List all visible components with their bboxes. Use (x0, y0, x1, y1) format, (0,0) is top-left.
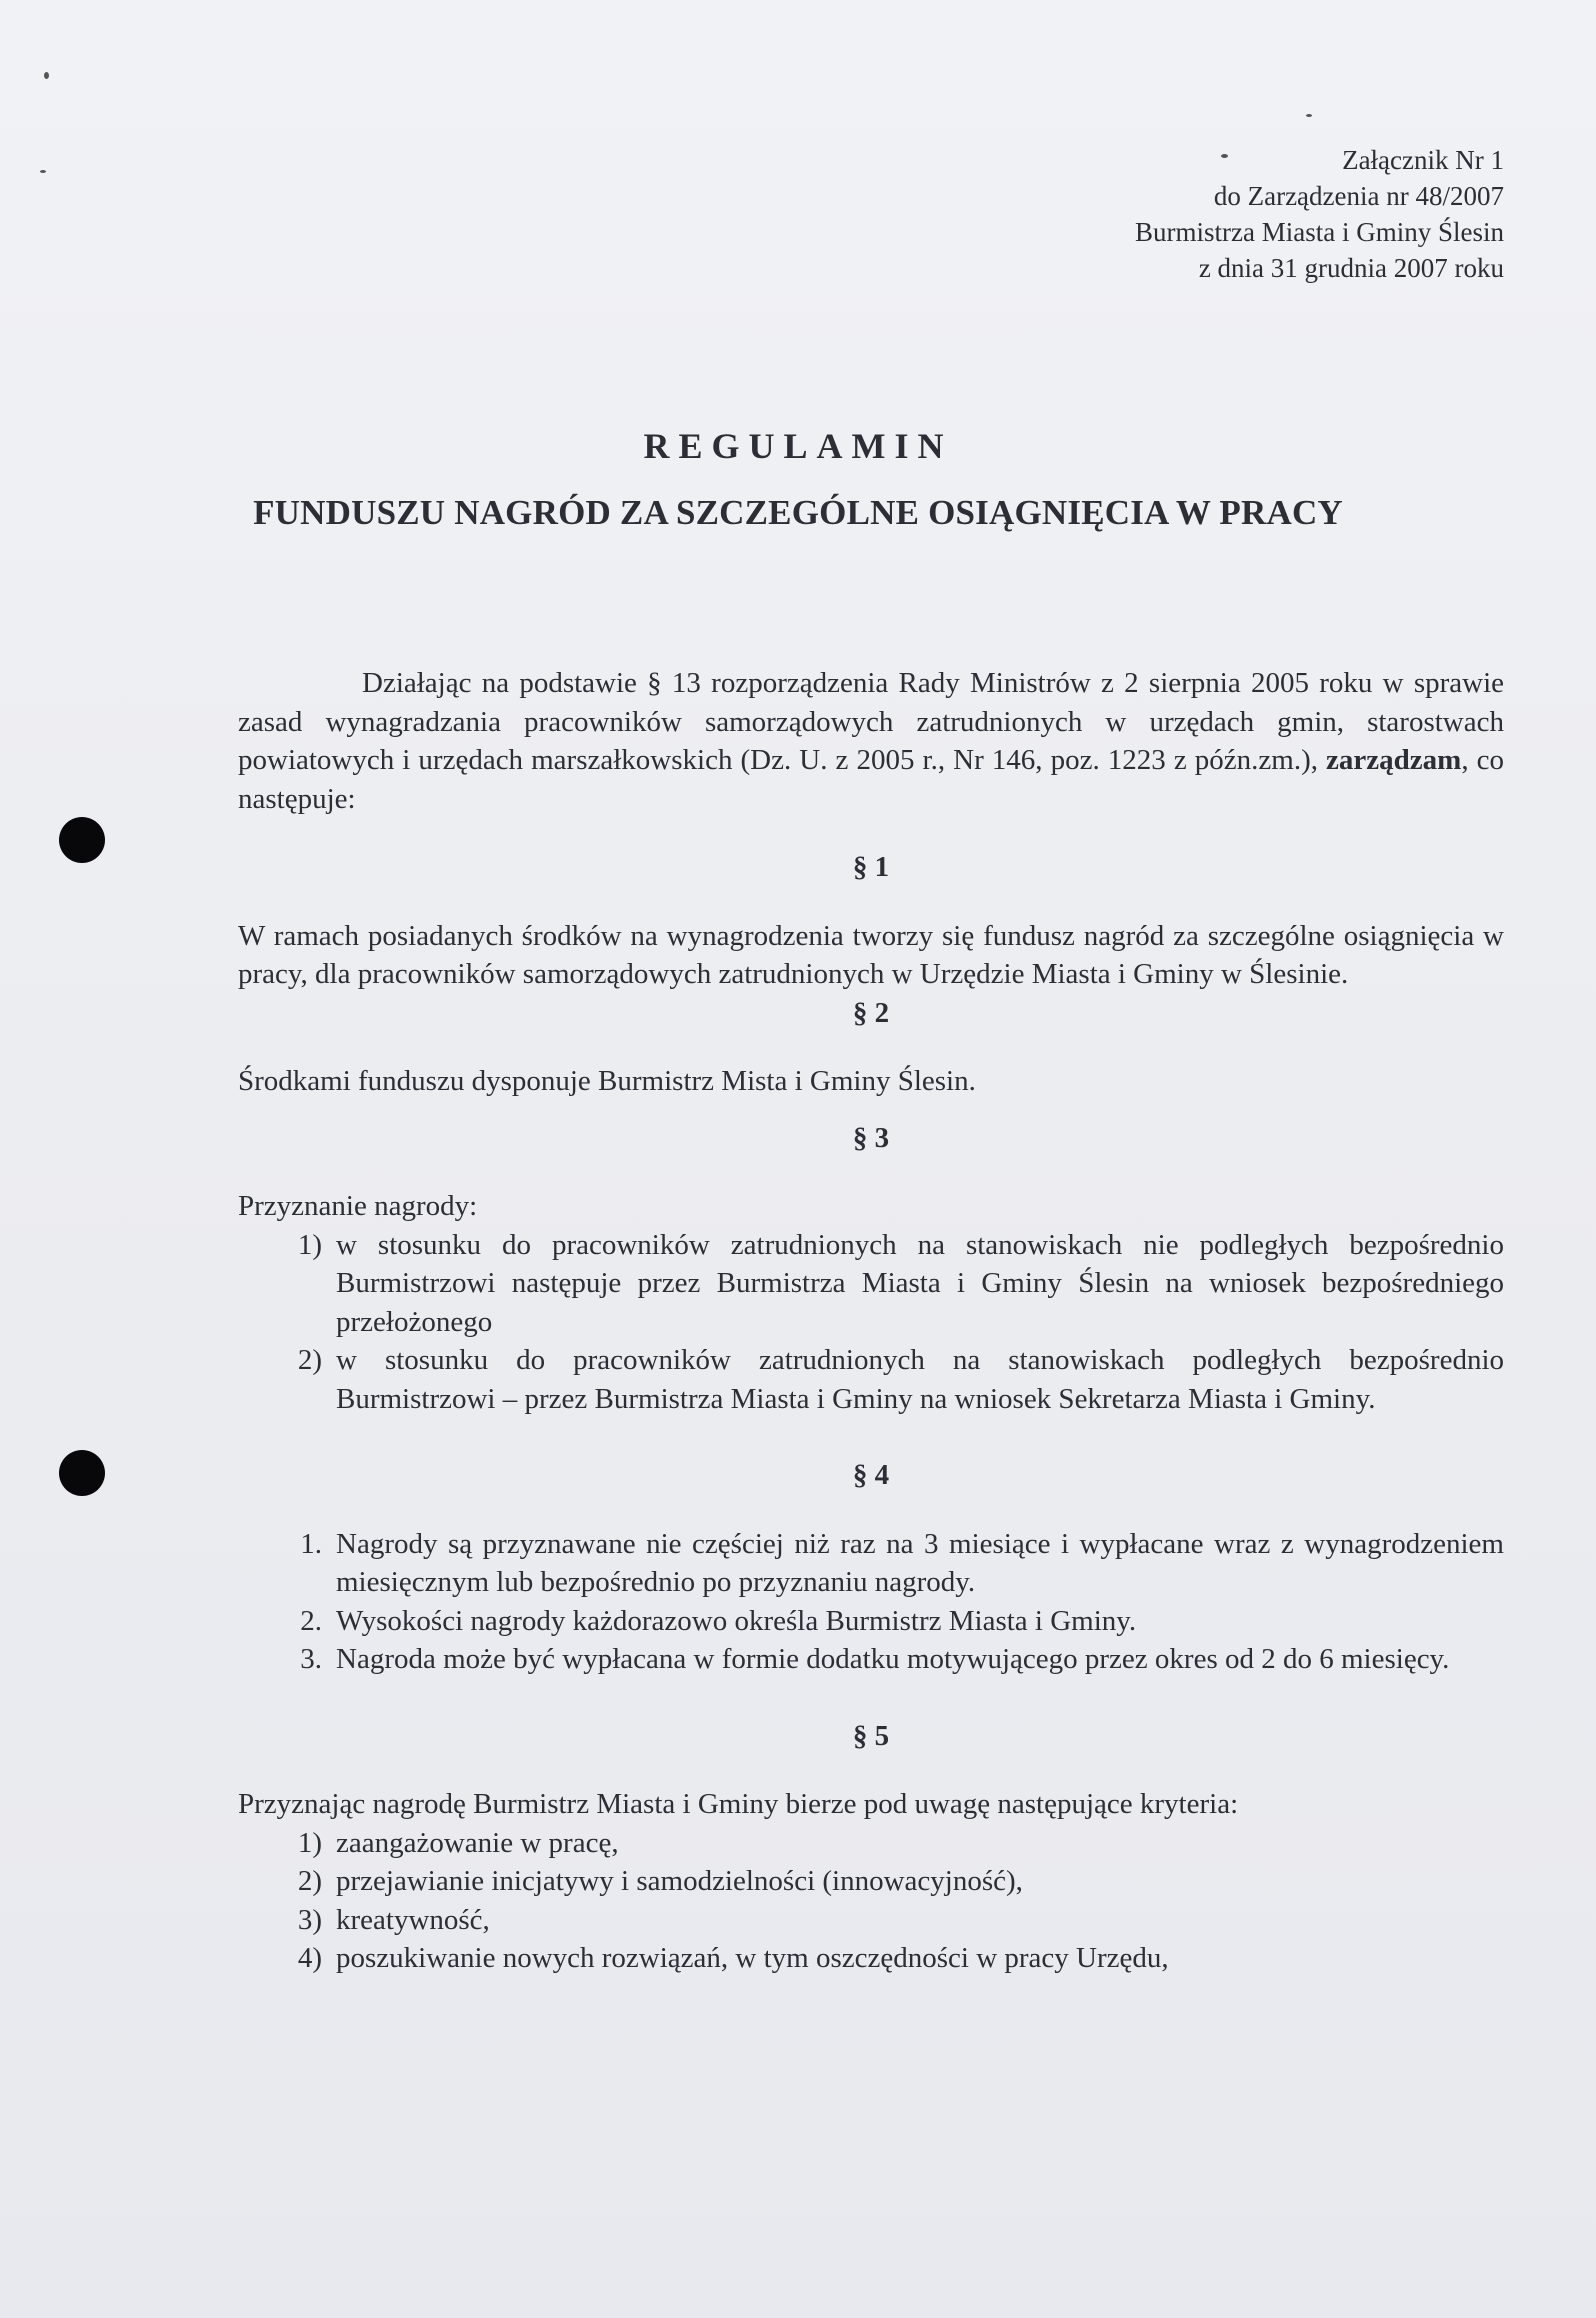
list-item-text: Nagrody są przyznawane nie częściej niż raz na 3 miesiące i wypłacane wraz z wynagrodzeniem miesięcznym lub bezpośrednio po przyznaniu nagrody. (336, 1527, 1504, 1598)
list-item-number: 1) (297, 1228, 322, 1261)
list-item-number: 3. (300, 1643, 322, 1675)
preamble-text: Działając na podstawie § 13 rozporządzenia Rady Ministrów z 2 sierpnia 2005 roku w sprawie zasad wynagradzania pracowników samorządowych zatrudnionych w urzędach gmin, starostwach powiatowych i urzędach marszałkowskich (Dz. U. z 2005 r., Nr 146, poz. 1223 z późn.zm.), (238, 667, 1504, 776)
section-sign-4: § 4 (852, 1459, 890, 1491)
header-line: Burmistrza Miasta i Gminy Ślesin (1135, 217, 1504, 247)
section-sign-3: § 3 (852, 1121, 890, 1154)
list-item (238, 1824, 1504, 1863)
list-item-number: 2) (297, 1865, 322, 1897)
preamble-text-end: , co następuje: (238, 744, 1504, 815)
header-line: z dnia 31 grudnia 2007 roku (1198, 253, 1504, 283)
preamble-bold: zarządzam (1326, 744, 1462, 776)
header-line: do Zarządzenia nr 48/2007 (1213, 181, 1504, 211)
list-item-text: Wysokości nagrody każdorazowo określa Burmistrz Miasta i Gminy. (336, 1604, 1137, 1637)
document-body (238, 664, 1504, 1978)
list-item-number: 4) (297, 1942, 322, 1974)
section-sign-2: § 2 (852, 996, 890, 1029)
section-2-text: Środkami funduszu dysponuje Burmistrz Mista i Gminy Ślesin. (238, 1065, 976, 1097)
attachment-header (1135, 142, 1504, 286)
list-item-text: kreatywność, (336, 1903, 490, 1936)
section-5-intro: Przyznając nagrodę Burmistrz Miasta i Gminy bierze pod uwagę następujące kryteria: (238, 1788, 1239, 1820)
section-3-intro: Przyznanie nagrody: (238, 1190, 478, 1222)
list-item-number: 3) (297, 1903, 322, 1936)
list-item-text: Nagroda może być wypłacana w formie dodatku motywującego przez okres od 2 do 6 miesięcy. (336, 1643, 1450, 1675)
list-item (238, 1341, 1504, 1418)
list-item (238, 1939, 1504, 1978)
list-item-text: przejawianie inicjatywy i samodzielności (innowacyjność), (336, 1865, 1023, 1897)
section-sign-5: § 5 (852, 1719, 890, 1752)
scan-speck (1306, 114, 1312, 117)
list-item (238, 1226, 1504, 1342)
list-item (238, 1901, 1504, 1940)
list-item-number: 2) (297, 1344, 322, 1376)
list-item-text: zaangażowanie w pracę, (336, 1826, 619, 1859)
scan-speck (44, 72, 49, 79)
list-item (238, 1862, 1504, 1901)
preamble (238, 664, 1504, 818)
section-3-list (238, 1226, 1504, 1419)
section-4-list (238, 1525, 1504, 1679)
list-item-number: 1) (297, 1826, 322, 1859)
list-item-text: w stosunku do pracowników zatrudnionych na stanowiskach podległych bezpośrednio Burmistrzowi – przez Burmistrza Miasta i Gminy na wniosek Sekretarza Miasta i Gminy. (336, 1344, 1504, 1415)
scan-speck (40, 170, 46, 173)
list-item (238, 1640, 1504, 1679)
list-item-text: poszukiwanie nowych rozwiązań, w tym oszczędności w pracy Urzędu, (336, 1942, 1169, 1974)
list-item (238, 1602, 1504, 1641)
section-5-list (238, 1824, 1504, 1978)
list-item-text: w stosunku do pracowników zatrudnionych na stanowiskach nie podległych bezpośrednio Burmistrzowi następuje przez Burmistrza Miasta i Gminy Ślesin na wniosek bezpośredniego przełożonego (336, 1228, 1504, 1338)
list-item (238, 1525, 1504, 1602)
section-1-text: W ramach posiadanych środków na wynagrodzenia tworzy się fundusz nagród za szczególne osiągnięcia w pracy, dla pracowników samorządowych zatrudnionych w Urzędzie Miasta i Gminy w Ślesinie. (238, 919, 1504, 990)
document-title: REGULAMIN (643, 426, 953, 466)
section-sign-1: § 1 (852, 851, 890, 883)
header-line: Załącznik Nr 1 (1342, 145, 1504, 175)
list-item-number: 1. (300, 1527, 322, 1560)
document-subtitle: FUNDUSZU NAGRÓD ZA SZCZEGÓLNE OSIĄGNIĘCIA W PRACY (253, 493, 1343, 532)
punch-hole (59, 817, 105, 863)
list-item-number: 2. (300, 1604, 322, 1637)
punch-hole (59, 1450, 105, 1496)
